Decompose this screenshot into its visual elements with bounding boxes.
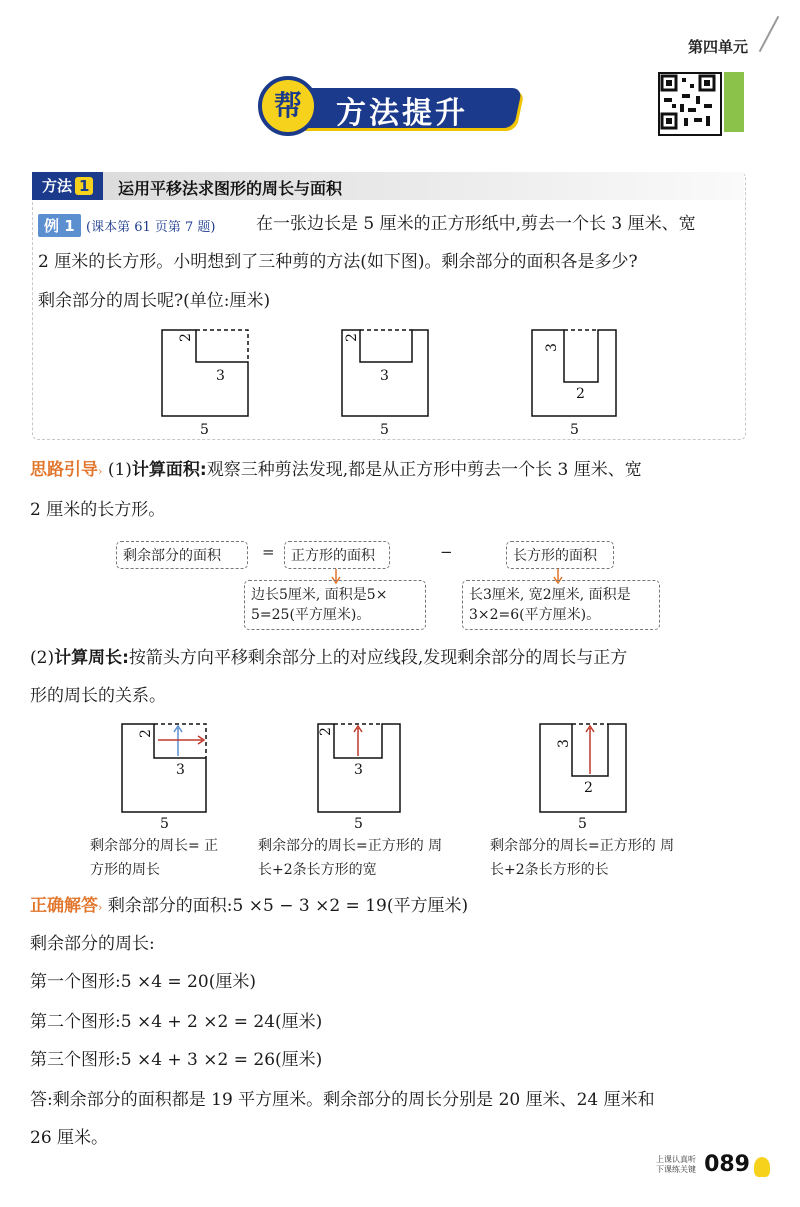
example-text-line1: 在一张边长是 5 厘米的正方形纸中,剪去一个长 3 厘米、宽 xyxy=(256,214,696,234)
example-text-line2: 2 厘米的长方形。小明想到了三种剪的方法(如下图)。剩余部分的面积各是多少? xyxy=(38,252,638,272)
hint-p2-text2: 形的周长的关系。 xyxy=(30,686,166,706)
pfig1-label-2: 2 xyxy=(138,729,154,738)
caption-figure2: 剩余部分的周长=正方形的 周长+2条长方形的宽 xyxy=(258,838,443,878)
fig3-label-5: 5 xyxy=(570,422,579,438)
perimeter-figures xyxy=(110,716,650,834)
mascot-icon xyxy=(754,1157,770,1177)
box-rect-area: 长方形的面积 xyxy=(506,541,614,569)
hint-p2-text: 按箭头方向平移剩余部分上的对应线段,发现剩余部分的周长与正方 xyxy=(128,648,628,668)
pfig1-label-3: 3 xyxy=(176,762,185,778)
hint-p2-num: (2) xyxy=(30,648,55,668)
corner-decoration xyxy=(759,16,780,52)
fig2-label-2: 2 xyxy=(344,333,360,342)
figure1-shape xyxy=(162,330,248,416)
example-text-line3: 剩余部分的周长呢?(单位:厘米) xyxy=(38,291,271,311)
hint-p1-text: 观察三种剪法发现,都是从正方形中剪去一个长 3 厘米、宽 xyxy=(206,460,642,480)
answer-line1: 正确解答› 剩余部分的面积:5 ×5 − 3 ×2 = 19(平方厘米) xyxy=(30,896,469,916)
hint-p1-num: (1) xyxy=(107,460,132,480)
answer-fig2: 第二个图形:5 ×4 + 2 ×2 = 24(厘米) xyxy=(30,1012,323,1032)
method-tag xyxy=(32,172,103,200)
arrow-up-icon xyxy=(586,726,594,774)
figure1-cut xyxy=(196,330,248,362)
hint-line2 xyxy=(30,640,627,676)
answer-final2: 26 厘米。 xyxy=(30,1128,109,1148)
fig3-label-3: 3 xyxy=(544,343,560,352)
pfig3-label-3: 3 xyxy=(556,739,572,748)
qr-side-tab xyxy=(724,72,744,132)
hint-p1-title: 计算面积: xyxy=(131,460,207,480)
banner-badge: 帮 xyxy=(258,76,318,136)
pfig2-label-2: 2 xyxy=(318,727,334,736)
answer-perim-title: 剩余部分的周长: xyxy=(30,934,155,954)
pfig2-label-5: 5 xyxy=(354,816,363,832)
method-title: 运用平移法求图形的周长与面积 xyxy=(118,179,343,198)
equals-sign: = xyxy=(262,543,275,561)
fig2-label-3: 3 xyxy=(380,368,389,384)
fig1-label-5: 5 xyxy=(200,422,209,438)
caption-figure1: 剩余部分的周长= 正方形的周长 xyxy=(90,838,219,878)
hint-line1: 思路引导› (1)计算面积:观察三种剪法发现,都是从正方形中剪去一个长 3 厘米、宽 xyxy=(30,460,642,480)
arrow-up-icon xyxy=(354,726,362,756)
method-tag-label: 方法 xyxy=(42,177,73,195)
pfig2-label-3: 3 xyxy=(354,762,363,778)
answer-area: 剩余部分的面积:5 ×5 − 3 ×2 = 19(平方厘米) xyxy=(107,896,469,916)
example-figures xyxy=(150,322,650,440)
hint-p2-title: 计算周长: xyxy=(54,648,129,668)
fig1-label-2: 2 xyxy=(178,333,194,342)
answer-fig1: 第一个图形:5 ×4 = 20(厘米) xyxy=(30,972,256,992)
box-square-area: 正方形的面积 xyxy=(284,541,390,569)
unit-label: 第四单元 xyxy=(687,38,748,56)
figure3-shape xyxy=(532,330,616,416)
pfig3-shape xyxy=(540,724,626,812)
section-banner xyxy=(258,74,520,138)
pfig3-label-5: 5 xyxy=(578,816,587,832)
answer-label: 正确解答 xyxy=(30,896,98,916)
pfig3-label-2: 2 xyxy=(584,780,593,796)
fig3-label-2: 2 xyxy=(576,386,585,402)
fig2-label-5: 5 xyxy=(380,422,389,438)
qr-code-icon xyxy=(658,72,722,136)
box-rect-detail: 长3厘米, 宽2厘米, 面积是3×2=6(平方厘米)。 xyxy=(462,580,660,630)
hint-label: 思路引导 xyxy=(30,460,98,480)
answer-final1: 答:剩余部分的面积都是 19 平方厘米。剩余部分的周长分别是 20 厘米、24 厘米和 xyxy=(30,1090,655,1110)
page-number: 089 xyxy=(704,1152,750,1177)
caption-figure3: 剩余部分的周长=正方形的 周长+2条长方形的长 xyxy=(490,838,675,878)
method-number: 1 xyxy=(75,177,93,195)
box-square-detail: 边长5厘米, 面积是5× 5=25(平方厘米)。 xyxy=(244,580,426,630)
pfig1-label-5: 5 xyxy=(160,816,169,832)
example-badge: 例 1 xyxy=(38,214,81,237)
pfig1-shape xyxy=(122,724,206,812)
fig1-label-3: 3 xyxy=(216,368,225,384)
minus-sign: − xyxy=(440,543,453,561)
arrow-up-icon xyxy=(174,726,182,756)
example-source: (课本第 61 页第 7 题) xyxy=(86,220,216,235)
hint-p1-text2: 2 厘米的长方形。 xyxy=(30,500,166,520)
box-remaining-area: 剩余部分的面积 xyxy=(116,541,248,569)
banner-title: 方法提升 xyxy=(336,96,468,131)
arrow-right-icon xyxy=(158,736,204,744)
footer-tag: 上课认真听 下课练关键 xyxy=(656,1155,696,1174)
answer-fig3: 第三个图形:5 ×4 + 3 ×2 = 26(厘米) xyxy=(30,1050,323,1070)
